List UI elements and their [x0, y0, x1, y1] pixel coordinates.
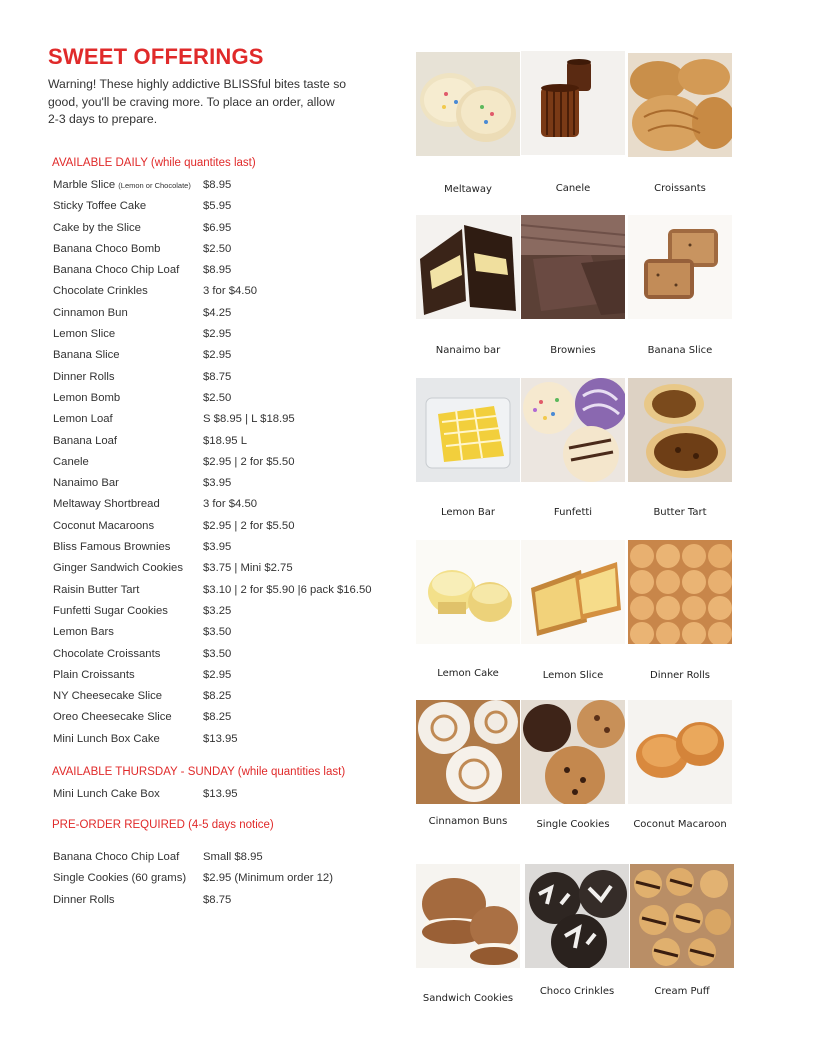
menu-item-price: $3.50 — [203, 647, 232, 660]
menu-item-name — [53, 435, 117, 447]
menu-item-name — [53, 605, 168, 617]
menu-item-label: Raisin Butter Tart — [53, 583, 140, 596]
daily-heading: AVAILABLE DAILY (while quantites last) — [52, 157, 256, 169]
thursday-heading: AVAILABLE THURSDAY - SUNDAY (while quantities last) — [52, 766, 346, 778]
menu-item-label: Banana Choco Bomb — [53, 242, 161, 255]
gallery-caption: Coconut Macaroon — [633, 819, 727, 830]
menu-item-label: Chocolate Croissants — [53, 647, 161, 660]
menu-item-price: $6.95 — [203, 221, 232, 234]
menu-item-price: $3.50 — [203, 626, 232, 639]
menu-item-price: $2.50 — [203, 242, 232, 255]
menu-item-name — [53, 413, 113, 425]
gallery-caption: Choco Crinkles — [539, 986, 615, 997]
menu-item-price: $8.25 — [203, 711, 232, 724]
menu-item-label: Lemon Bomb — [53, 391, 121, 404]
gallery-caption: Lemon Cake — [437, 668, 499, 679]
menu-item-price: $5.95 — [203, 200, 232, 213]
menu-item-price: $13.95 — [203, 732, 238, 745]
menu-item-label: Banana Slice — [53, 349, 120, 362]
menu-item-price: $3.75 | Mini $2.75 — [203, 562, 293, 575]
menu-item-name — [53, 371, 115, 383]
menu-item-label: Cake by the Slice — [53, 221, 141, 234]
menu-item-price: $3.25 — [203, 604, 232, 617]
funfetti-cookies-photo — [521, 378, 625, 482]
menu-item-label: Ginger Sandwich Cookies — [53, 562, 183, 575]
menu-item-label: Dinner Rolls — [53, 893, 115, 906]
menu-item-label: Funfetti Sugar Cookies — [53, 604, 168, 617]
menu-item-name — [53, 307, 128, 319]
choco-crinkles-photo — [525, 864, 629, 968]
lemon-cake-photo — [416, 540, 520, 644]
menu-item-label: Mini Lunch Cake Box — [53, 788, 160, 800]
gallery-caption: Cream Puff — [654, 986, 710, 997]
gallery-caption: Croissants — [654, 183, 706, 194]
menu-item-label: Nanaimo Bar — [53, 477, 119, 490]
gallery-caption: Butter Tart — [653, 507, 707, 518]
menu-item-label: Oreo Cheesecake Slice — [53, 711, 172, 724]
menu-item-name — [53, 872, 186, 884]
gallery-caption: Single Cookies — [536, 819, 610, 830]
menu-item-name — [53, 477, 119, 489]
menu-item-label: Mini Lunch Box Cake — [53, 732, 160, 745]
gallery-caption: Nanaimo bar — [435, 345, 501, 356]
gallery-caption: Meltaway — [444, 184, 492, 195]
menu-item-price: $8.25 — [203, 690, 232, 703]
meltaway-cookies-photo — [416, 52, 520, 156]
menu-item-name — [53, 690, 162, 702]
menu-item-name — [53, 788, 160, 800]
menu-item-label: Lemon Slice — [53, 328, 116, 341]
menu-item-label: Banana Loaf — [53, 434, 118, 447]
gallery-caption: Banana Slice — [647, 345, 713, 356]
lemon-slice-photo — [521, 540, 625, 644]
menu-item-price: $8.95 — [203, 179, 232, 191]
gallery-caption: Canele — [555, 183, 591, 194]
menu-item-label: NY Cheesecake Slice — [53, 690, 163, 703]
menu-item-label: Sticky Toffee Cake — [53, 200, 147, 213]
menu-item-label: Lemon Bars — [53, 626, 114, 639]
menu-item-price: $18.95 L — [203, 434, 247, 447]
dinner-rolls-photo — [628, 540, 732, 644]
gallery-caption: Cinnamon Buns — [428, 816, 508, 827]
brownies-photo — [521, 215, 625, 319]
menu-item-price: $3.95 — [203, 541, 232, 554]
menu-item-label: Lemon Loaf — [53, 413, 113, 426]
menu-item-name — [53, 264, 179, 276]
banana-slice-photo — [628, 215, 732, 319]
menu-item-price: $8.75 — [203, 370, 232, 383]
menu-item-label: Plain Croissants — [53, 668, 135, 681]
menu-item-label: Banana Choco Chip Loaf — [53, 851, 180, 863]
menu-item-price: $8.75 — [203, 893, 232, 906]
menu-item-label: Bliss Famous Brownies — [53, 541, 171, 554]
menu-item-name — [53, 328, 115, 340]
menu-item-name — [53, 562, 183, 574]
menu-item-price: $2.95 (Minimum order 12) — [203, 872, 333, 885]
menu-item-price: $8.95 — [203, 264, 232, 277]
menu-item-price: $3.95 — [203, 477, 232, 490]
menu-item-name — [53, 733, 160, 745]
menu-item-label: Banana Choco Chip Loaf — [53, 264, 180, 277]
preorder-heading: PRE-ORDER REQUIRED (4-5 days notice) — [52, 819, 274, 831]
menu-item-name — [53, 894, 115, 906]
intro-text: Warning! These highly addictive BLISSful bites taste so good, you'll be craving more. To place an order, allow 2-3 days to prepare. — [48, 77, 347, 126]
menu-item-name — [53, 285, 148, 297]
menu-item-label: Coconut Macaroons — [53, 519, 155, 532]
canele-photo — [521, 51, 625, 155]
menu-item-label: Canele — [53, 455, 89, 468]
menu-item-label: Dinner Rolls — [53, 370, 115, 383]
menu-item-name — [53, 349, 120, 361]
gallery-caption: Sandwich Cookies — [422, 993, 514, 1004]
menu-item-price: $2.50 — [203, 391, 232, 404]
cinnamon-buns-photo — [416, 700, 520, 804]
menu-item-price: $2.95 — [203, 349, 232, 362]
menu-item-name — [53, 243, 160, 255]
menu-item-name — [53, 648, 160, 660]
menu-item-price: $4.25 — [203, 306, 232, 319]
butter-tart-photo — [628, 378, 732, 482]
menu-item-name — [53, 200, 146, 212]
menu-item-price: $13.95 — [203, 788, 238, 800]
menu-item-name — [53, 222, 141, 234]
menu-item-name — [53, 392, 120, 404]
menu-item-price: $2.95 — [203, 328, 232, 341]
menu-item-name — [53, 584, 139, 596]
gallery-caption: Lemon Slice — [542, 670, 604, 681]
gallery-caption: Dinner Rolls — [650, 670, 710, 681]
menu-item-label: Marble Slice — [53, 179, 116, 191]
menu-item-price: Small $8.95 — [203, 851, 263, 863]
menu-item-label: Single Cookies (60 grams) — [53, 872, 187, 885]
menu-item-price: 3 for $4.50 — [203, 285, 258, 298]
sandwich-cookies-photo — [416, 864, 520, 968]
cream-puff-photo — [630, 864, 734, 968]
menu-item-price: $3.10 | 2 for $5.90 |6 pack $16.50 — [203, 583, 372, 596]
nanaimo-bar-photo — [416, 215, 520, 319]
menu-item-name — [53, 711, 172, 723]
menu-item-name — [53, 456, 89, 468]
coconut-macaroon-photo — [628, 700, 732, 804]
menu-item-name — [53, 179, 191, 191]
lemon-bar-photo — [416, 378, 520, 482]
menu-item-name — [53, 520, 154, 532]
menu-item-name — [53, 669, 135, 681]
menu-item-name — [53, 498, 160, 510]
page-title: SWEET OFFERINGS — [48, 44, 264, 69]
gallery-caption: Brownies — [550, 345, 596, 356]
menu-item-label: Chocolate Crinkles — [53, 285, 148, 298]
croissants-photo — [628, 53, 732, 157]
menu-item-price: $2.95 | 2 for $5.50 — [203, 519, 295, 532]
menu-item-price: S $8.95 | L $18.95 — [203, 413, 295, 426]
menu-item-label: Cinnamon Bun — [53, 306, 128, 319]
menu-item-name — [53, 626, 114, 638]
gallery-caption: Lemon Bar — [440, 507, 496, 518]
menu-item-label: Meltaway Shortbread — [53, 498, 160, 511]
menu-item-name — [53, 541, 170, 553]
gallery-caption: Funfetti — [553, 507, 593, 518]
menu-item-name — [53, 851, 179, 863]
menu-item-price: 3 for $4.50 — [203, 498, 258, 511]
menu-item-price: $2.95 | 2 for $5.50 — [203, 455, 295, 468]
single-cookies-photo — [521, 700, 625, 804]
menu-item-note: (Lemon or Chocolate) — [118, 181, 191, 190]
menu-item-price: $2.95 — [203, 668, 232, 681]
